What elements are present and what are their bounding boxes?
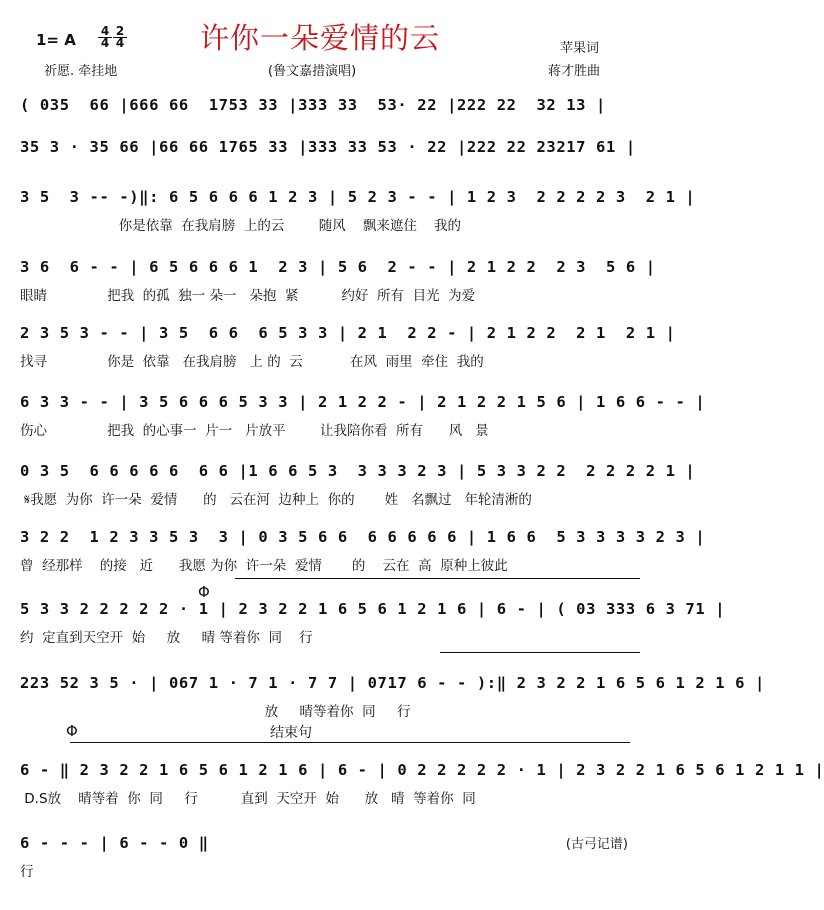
score-row-5 bbox=[20, 318, 676, 388]
time-sig-top: 2 bbox=[113, 26, 127, 38]
notes-line: 3 6 6 - - | 6 5 6 6 6 1 2 3 | 5 6 2 - - | 2 1 2 2 2 3 5 6 | bbox=[20, 258, 656, 276]
lyrics-line: 找寻 你是 依靠 在我肩膀 上 的 云 在风 雨里 牵住 我的 bbox=[20, 354, 484, 370]
lyrics-line: 眼睛 把我 的孤 独一 朵一 朵抱 紧 约好 所有 目光 为爱 bbox=[20, 288, 476, 304]
song-title: 许你一朵爱情的云 bbox=[200, 21, 441, 55]
lyrics-line: 曾 经那样 的接 近 我愿 为你 许一朵 爱情 的 云在 高 原种上彼此 bbox=[20, 558, 508, 574]
time-sig-bottom: 4 bbox=[100, 36, 110, 50]
lyrics-line: 伤心 把我 的心事一 片一 片放平 让我陪你看 所有 风 景 bbox=[20, 423, 489, 439]
coda-symbol: Φ bbox=[66, 722, 78, 740]
score-row-3 bbox=[20, 182, 696, 252]
time-signature-1 bbox=[98, 26, 112, 49]
volta-bracket-1 bbox=[235, 578, 640, 579]
lyrics-line: 行 bbox=[20, 864, 34, 880]
notes-line: ( 035 66 |666 66 1753 33 |333 33 53· 22 |222 22 32 13 | bbox=[20, 96, 606, 114]
score-row-7 bbox=[20, 456, 696, 526]
ending-bracket-line bbox=[70, 742, 630, 743]
notes-line: 6 - - - | 6 - - 0 ‖ bbox=[20, 834, 209, 852]
lyrics-line: 𝄋我愿 为你 许一朵 爱情 的 云在河 边种上 你的 姓 名飘过 年轮清淅的 bbox=[20, 492, 532, 508]
composer: 蒋才胜曲 bbox=[548, 64, 601, 79]
lyrics-line: 约 定直到天空开 始 放 晴 等着你 同 行 bbox=[20, 630, 313, 646]
time-signature-2 bbox=[113, 26, 127, 49]
notes-line: 3 2 2 1 2 3 3 5 3 3 | 0 3 5 6 6 6 6 6 6 6 | 1 6 6 5 3 3 3 3 2 3 | bbox=[20, 528, 706, 546]
notes-line: 0 3 5 6 6 6 6 6 6 6 |1 6 6 5 3 3 3 3 2 3 | 5 3 3 2 2 2 2 2 2 1 | bbox=[20, 462, 696, 480]
notes-line: 223 52 3 5 · | 067 1 · 7 1 · 7 7 | 0717 6 - - ):‖ 2 3 2 2 1 6 5 6 1 2 1 6 | bbox=[20, 674, 765, 692]
time-sig-bottom: 4 bbox=[115, 36, 125, 50]
score-row-11 bbox=[20, 755, 824, 825]
score-row-8 bbox=[20, 522, 706, 592]
time-sig-top: 4 bbox=[98, 26, 112, 38]
volta-bracket bbox=[440, 652, 640, 653]
transcriber-credit: (古弓记谱) bbox=[565, 837, 628, 852]
notes-line: 6 3 3 - - | 3 5 6 6 6 5 3 3 | 2 1 2 2 - | 2 1 2 2 1 5 6 | 1 6 6 - - | bbox=[20, 393, 706, 411]
score-row-12 bbox=[20, 828, 660, 898]
score-row-10 bbox=[20, 668, 765, 738]
notes-line: 2 3 5 3 - - | 3 5 6 6 6 5 3 3 | 2 1 2 2 - | 2 1 2 2 2 1 2 1 | bbox=[20, 324, 676, 342]
coda-symbol: Φ bbox=[198, 583, 210, 601]
notes-line: 35 3 · 35 66 |66 66 1765 33 |333 33 53 · 22 |222 22 23217 61 | bbox=[20, 138, 636, 156]
lyrics-line: 你是依靠 在我肩膀 上的云 随风 飘来遮住 我的 bbox=[20, 218, 462, 234]
singer: (鲁文嘉措演唱) bbox=[268, 64, 357, 79]
lyrics-line: D.S放 晴等着 你 同 行 直到 天空开 始 放 晴 等着你 同 bbox=[20, 791, 476, 807]
expression-mark: 祈愿. 牵挂地 bbox=[44, 64, 118, 79]
notes-line: 3 5 3 -- -)‖: 6 5 6 6 6 1 2 3 | 5 2 3 - - | 1 2 3 2 2 2 2 3 2 1 | bbox=[20, 188, 696, 206]
ending-label: 结束句 bbox=[270, 725, 312, 741]
notes-line: 6 - ‖ 2 3 2 2 1 6 5 6 1 2 1 6 | 6 - | 0 2 2 2 2 2 · 1 | 2 3 2 2 1 6 5 6 1 2 1 1 | bbox=[20, 761, 824, 779]
score-row-4 bbox=[20, 252, 660, 322]
score-row-9 bbox=[20, 594, 726, 664]
score-row-6 bbox=[20, 387, 706, 457]
notes-line: 5 3 3 2 2 2 2 2 · 1 | 2 3 2 2 1 6 5 6 1 2 1 6 | 6 - | ( 03 333 6 3 71 | bbox=[20, 600, 726, 618]
lyricist: 苹果词 bbox=[560, 41, 600, 56]
lyrics-line: 放 晴等着你 同 行 bbox=[20, 704, 411, 720]
key-signature: 1= A bbox=[36, 31, 76, 49]
